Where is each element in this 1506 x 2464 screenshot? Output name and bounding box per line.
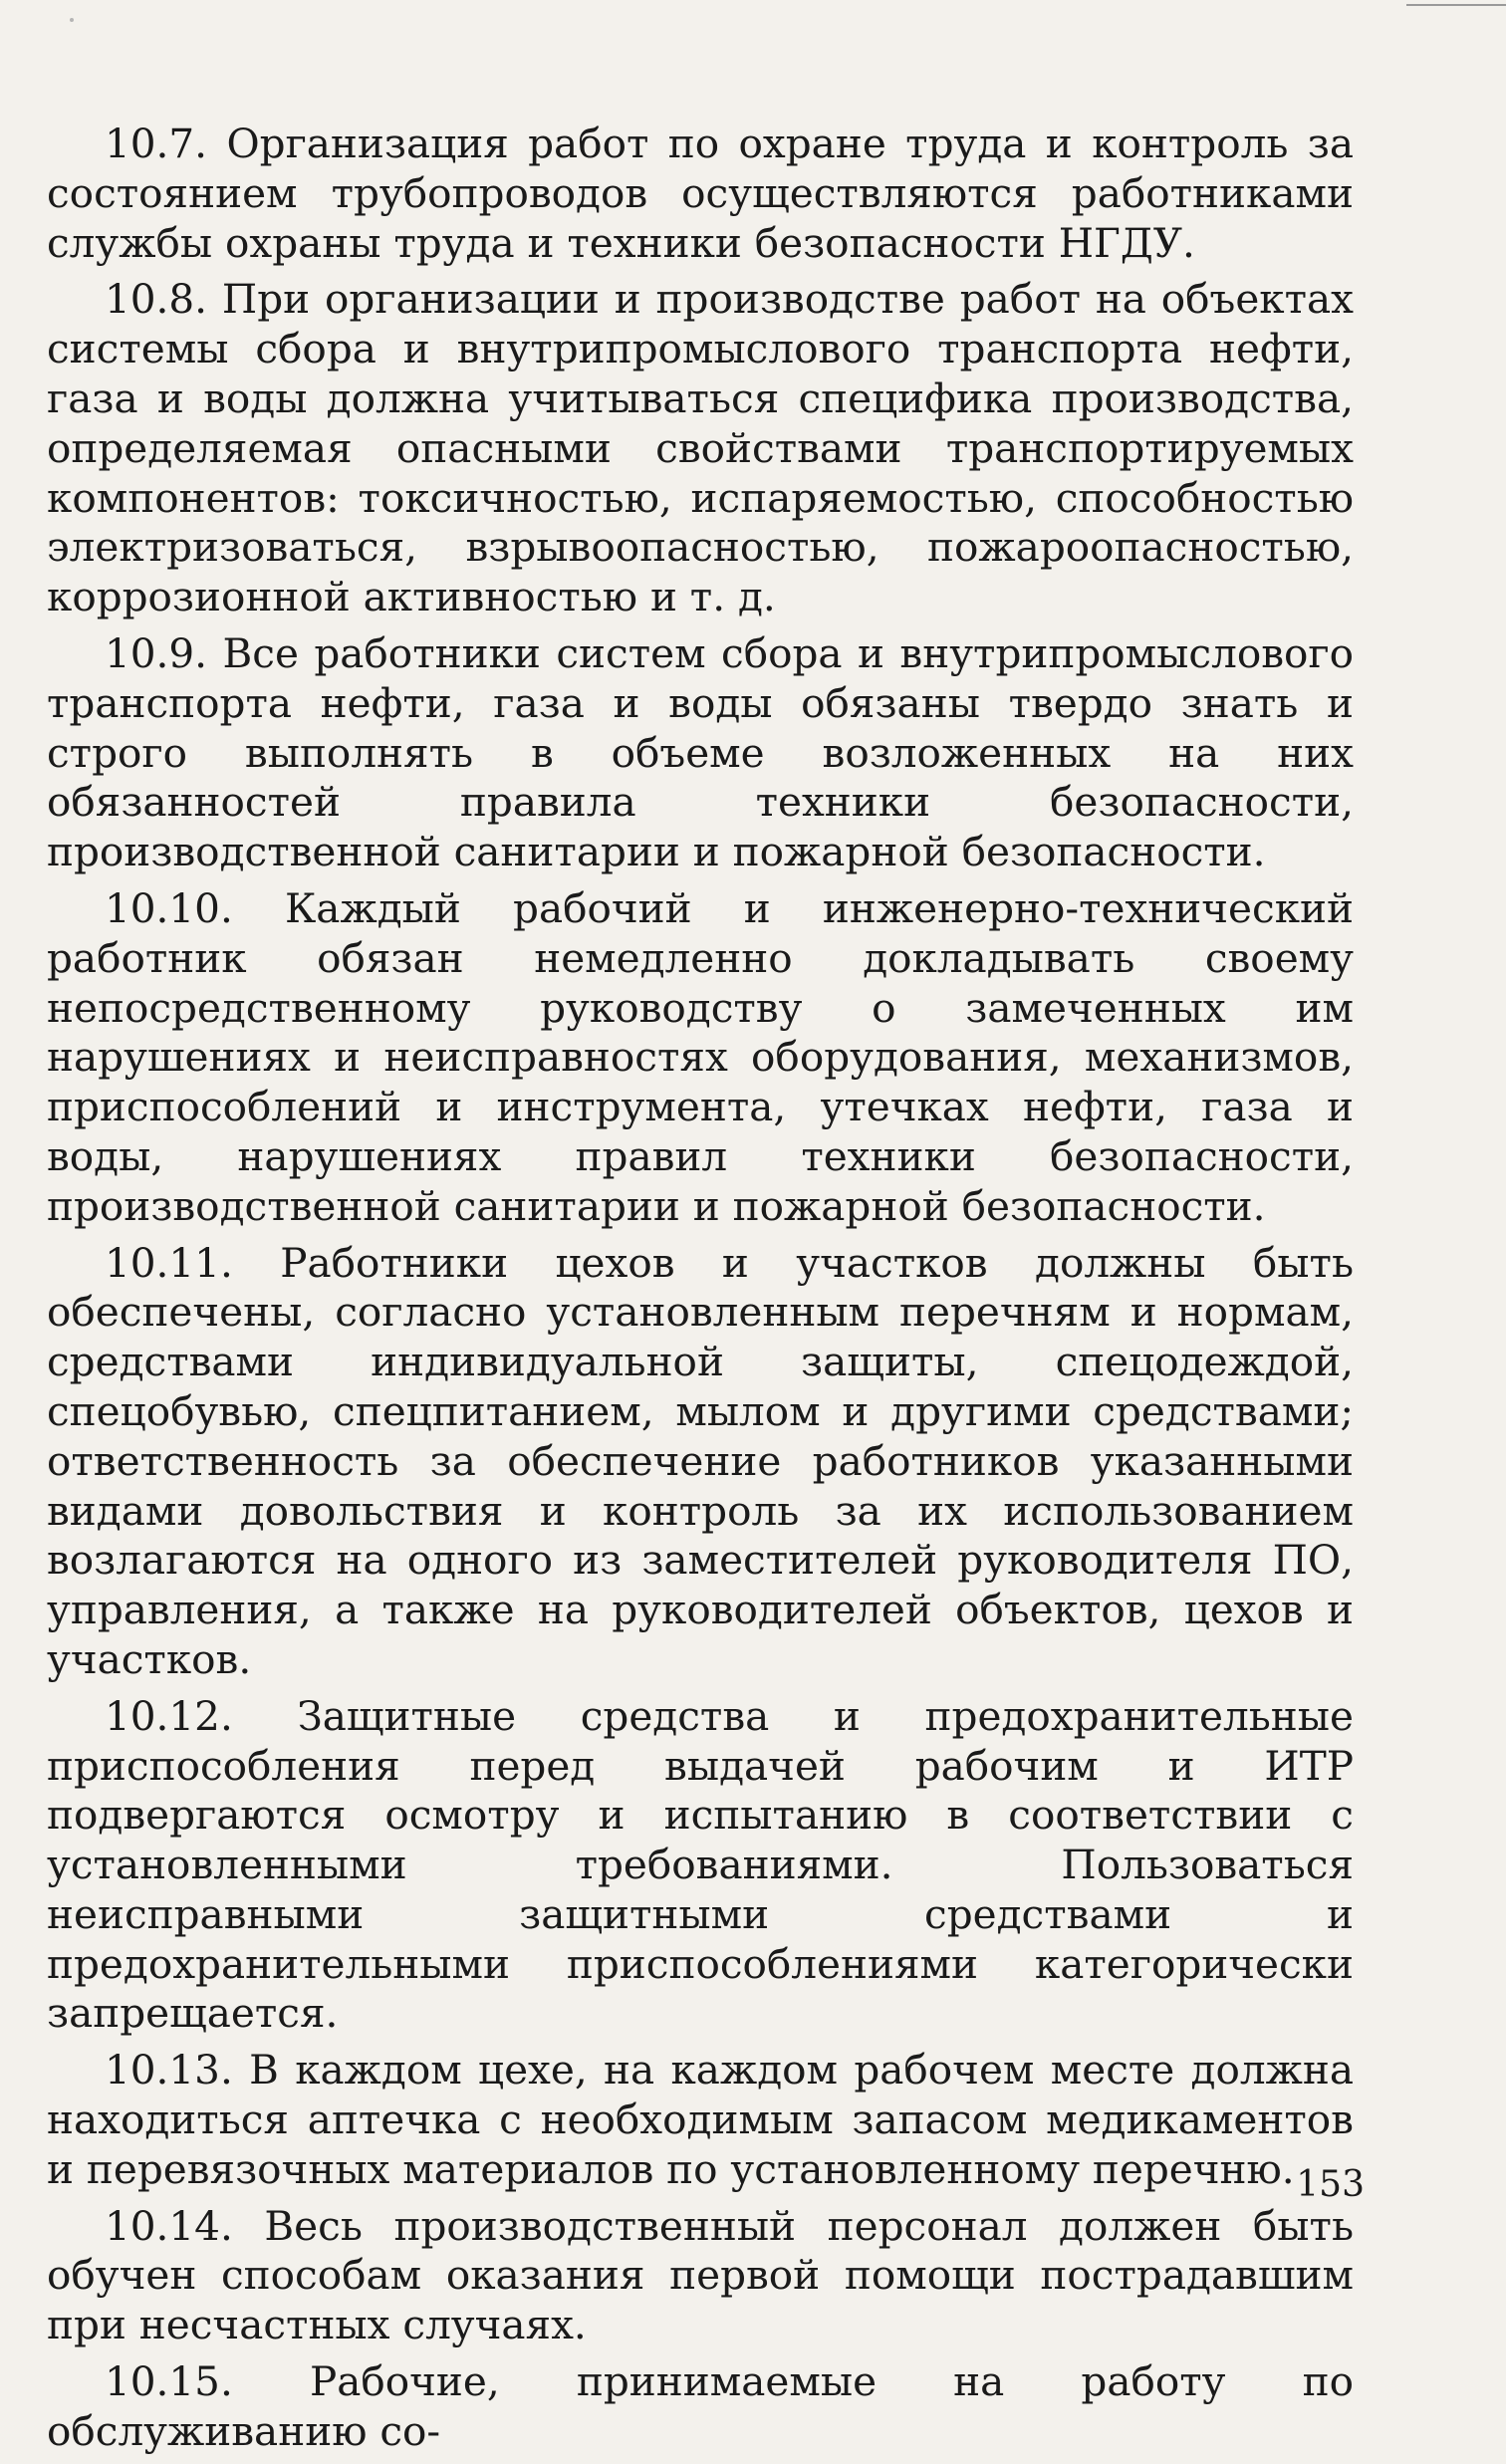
paragraph-10-11: 10.11. Работники цехов и участков должны быть обеспечены, согласно установленным перечням и нормам, средствами индивидуальной защиты, спецодеждой, спецобувью, спецпитанием, мылом и другими средствами; ответственность за обеспечение работников указанными видами довольствия и контроль за их использованием возлагаются на одного из заместителей руководителя ПО, управления, а также на руководителей объектов, цехов и участков. xyxy=(47,1238,1354,1683)
paragraph-10-13: 10.13. В каждом цехе, на каждом рабочем месте должна находиться аптечка с необходимым запасом медикаментов и перевязочных материалов по установленному перечню. xyxy=(47,2046,1354,2193)
paragraph-10-9: 10.9. Все работники систем сбора и внутрипромыслового транспорта нефти, газа и воды обязаны твердо знать и строго выполнять в объеме возложенных на них обязанностей правила техники безопасности, производственной санитарии и пожарной безопасности. xyxy=(47,628,1354,876)
scan-speck xyxy=(70,18,74,22)
paragraph-10-8: 10.8. При организации и производстве работ на объектах системы сбора и внутрипромыслового транспорта нефти, газа и воды должна учитываться специфика производства, определяемая опасными свойствами транспортируемых компонентов: токсичностью, испаряемостью, способностью электризоваться, взрывоопасностью, пожароопасностью, коррозионной активностью и т. д. xyxy=(47,275,1354,621)
paragraph-10-12: 10.12. Защитные средства и предохранительные приспособления перед выдачей рабочим и ИТР подвергаются осмотру и испытанию в соответствии с установленными требованиями. Пользоваться неисправными защитными средствами и предохранительными приспособлениями категорически запрещается. xyxy=(47,1691,1354,2038)
paragraph-10-15: 10.15. Рабочие, принимаемые на работу по обслуживанию со- xyxy=(47,2357,1354,2455)
paragraph-10-14: 10.14. Весь производственный персонал должен быть обучен способам оказания первой помощи пострадавшим при несчастных случаях. xyxy=(47,2201,1354,2349)
paragraph-10-7: 10.7. Организация работ по охране труда и контроль за состоянием трубопроводов осуществляются работниками службы охраны труда и техники безопасности НГДУ. xyxy=(47,120,1354,267)
paragraph-10-10: 10.10. Каждый рабочий и инженерно-технический работник обязан немедленно докладывать своему непосредственному руководству о замеченных им нарушениях и неисправностях оборудования, механизмов, приспособлений и инструмента, утечках нефти, газа и воды, нарушениях правил техники безопасности, производственной санитарии и пожарной безопасности. xyxy=(47,883,1354,1230)
body-text xyxy=(47,120,1354,2464)
page-number: 153 xyxy=(1296,2164,1365,2205)
scan-edge-rule xyxy=(1406,4,1506,6)
